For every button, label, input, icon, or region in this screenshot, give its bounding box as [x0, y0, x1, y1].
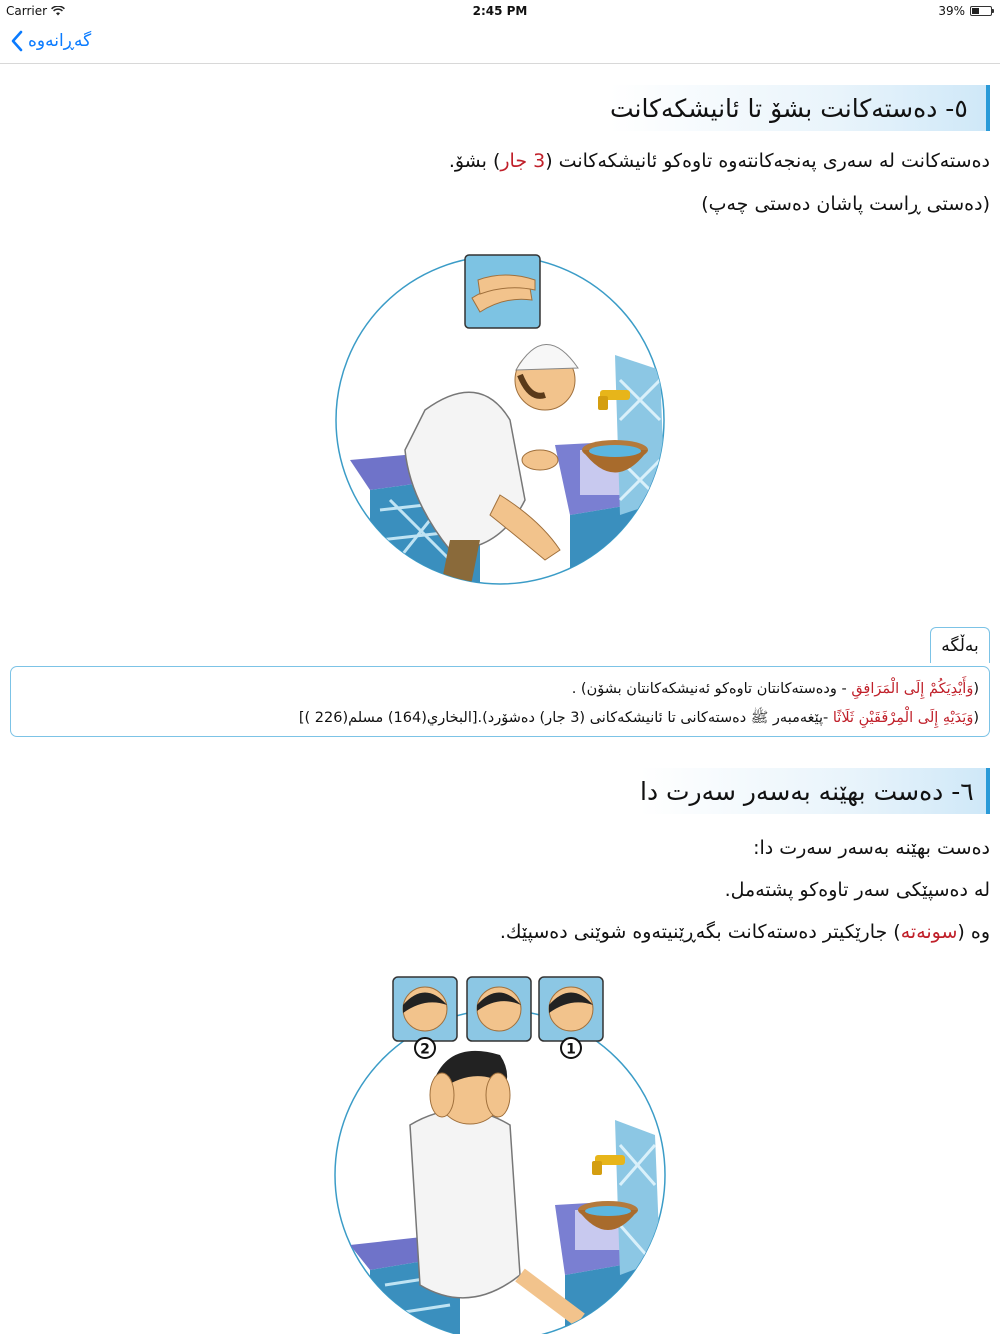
section-5-line-1 [449, 150, 990, 172]
section-5-line-2: (دەستی ڕاست پاشان دەستی چەپ) [701, 193, 990, 215]
washing-arms-illustration [330, 250, 670, 590]
text-part: ( [973, 681, 979, 697]
step-inset-right [539, 977, 603, 1041]
battery-fill [972, 8, 979, 14]
step-2-label: 2 [420, 1041, 430, 1058]
wiping-head-illustration [330, 975, 670, 1334]
battery-icon [970, 6, 992, 16]
back-label: گەڕانەوە [28, 31, 92, 51]
evidence-tab-label: بەڵگە [941, 635, 979, 656]
evidence-line-2 [21, 704, 979, 733]
section-6-line-3 [500, 921, 990, 943]
text-part: ) جارێكیتر دەستەكانت بگەڕێنیتەوە شوێنی دەسپێك. [499, 921, 901, 943]
evidence-tab [930, 627, 990, 663]
battery-percent: 39% [938, 4, 965, 18]
evidence-line-1 [21, 675, 979, 704]
text-part: ) بشۆ. [448, 150, 501, 172]
text-part: ( [973, 710, 979, 726]
text-part: دەستەكانت لە سەری پەنجەكانتەوە تاوەكو ئانیشكەكانت ( [545, 150, 990, 172]
text-part: - ودەستەكانتان تاوەكو ئەنیشكەكانتان بشۆن) . [571, 681, 852, 697]
step-inset-left [393, 977, 457, 1041]
section-6-title: ٦- دەست بهێنە بەسەر سەرت دا [640, 776, 974, 806]
carrier-label: Carrier [6, 4, 48, 18]
battery-indicator [938, 4, 992, 18]
highlight-count: 3 جار [500, 150, 546, 172]
sunnah-highlight: سونەتە [900, 921, 958, 943]
text-part: -پێغەمبەر ﷺ دەستەكانی تا ئانیشكەكانی (3 جار) دەشۆرد).[البخاري(164) مسلم(226 )] [298, 710, 833, 726]
step-inset-middle [467, 977, 531, 1041]
clock: 2:45 PM [472, 4, 528, 18]
section-6-line-1: دەست بهێنە بەسەر سەرت دا: [753, 837, 990, 859]
back-button[interactable] [10, 30, 91, 52]
navigation-bar [0, 22, 1000, 64]
quran-verse: وَأَيْدِيَكُمْ إِلَى الْمَرَافِقِ [851, 681, 974, 697]
step-1-label: 1 [566, 1041, 576, 1058]
section-6-heading [640, 768, 990, 814]
hadith-text: وَيَدَيْهِ إِلَى الْمِرْفَقَيْنِ ثَلَاثًا [832, 710, 974, 726]
section-6-line-2: لە دەسپێكی سەر تاوەكو پشتەمل. [724, 879, 990, 901]
chevron-left-icon [10, 30, 24, 52]
status-bar [0, 0, 1000, 22]
section-5-heading [610, 85, 990, 131]
section-5-title: ٥- دەستەكانت بشۆ تا ئانیشكەكانت [610, 93, 968, 123]
text-part: وە ( [957, 921, 990, 943]
evidence-box [10, 666, 990, 737]
